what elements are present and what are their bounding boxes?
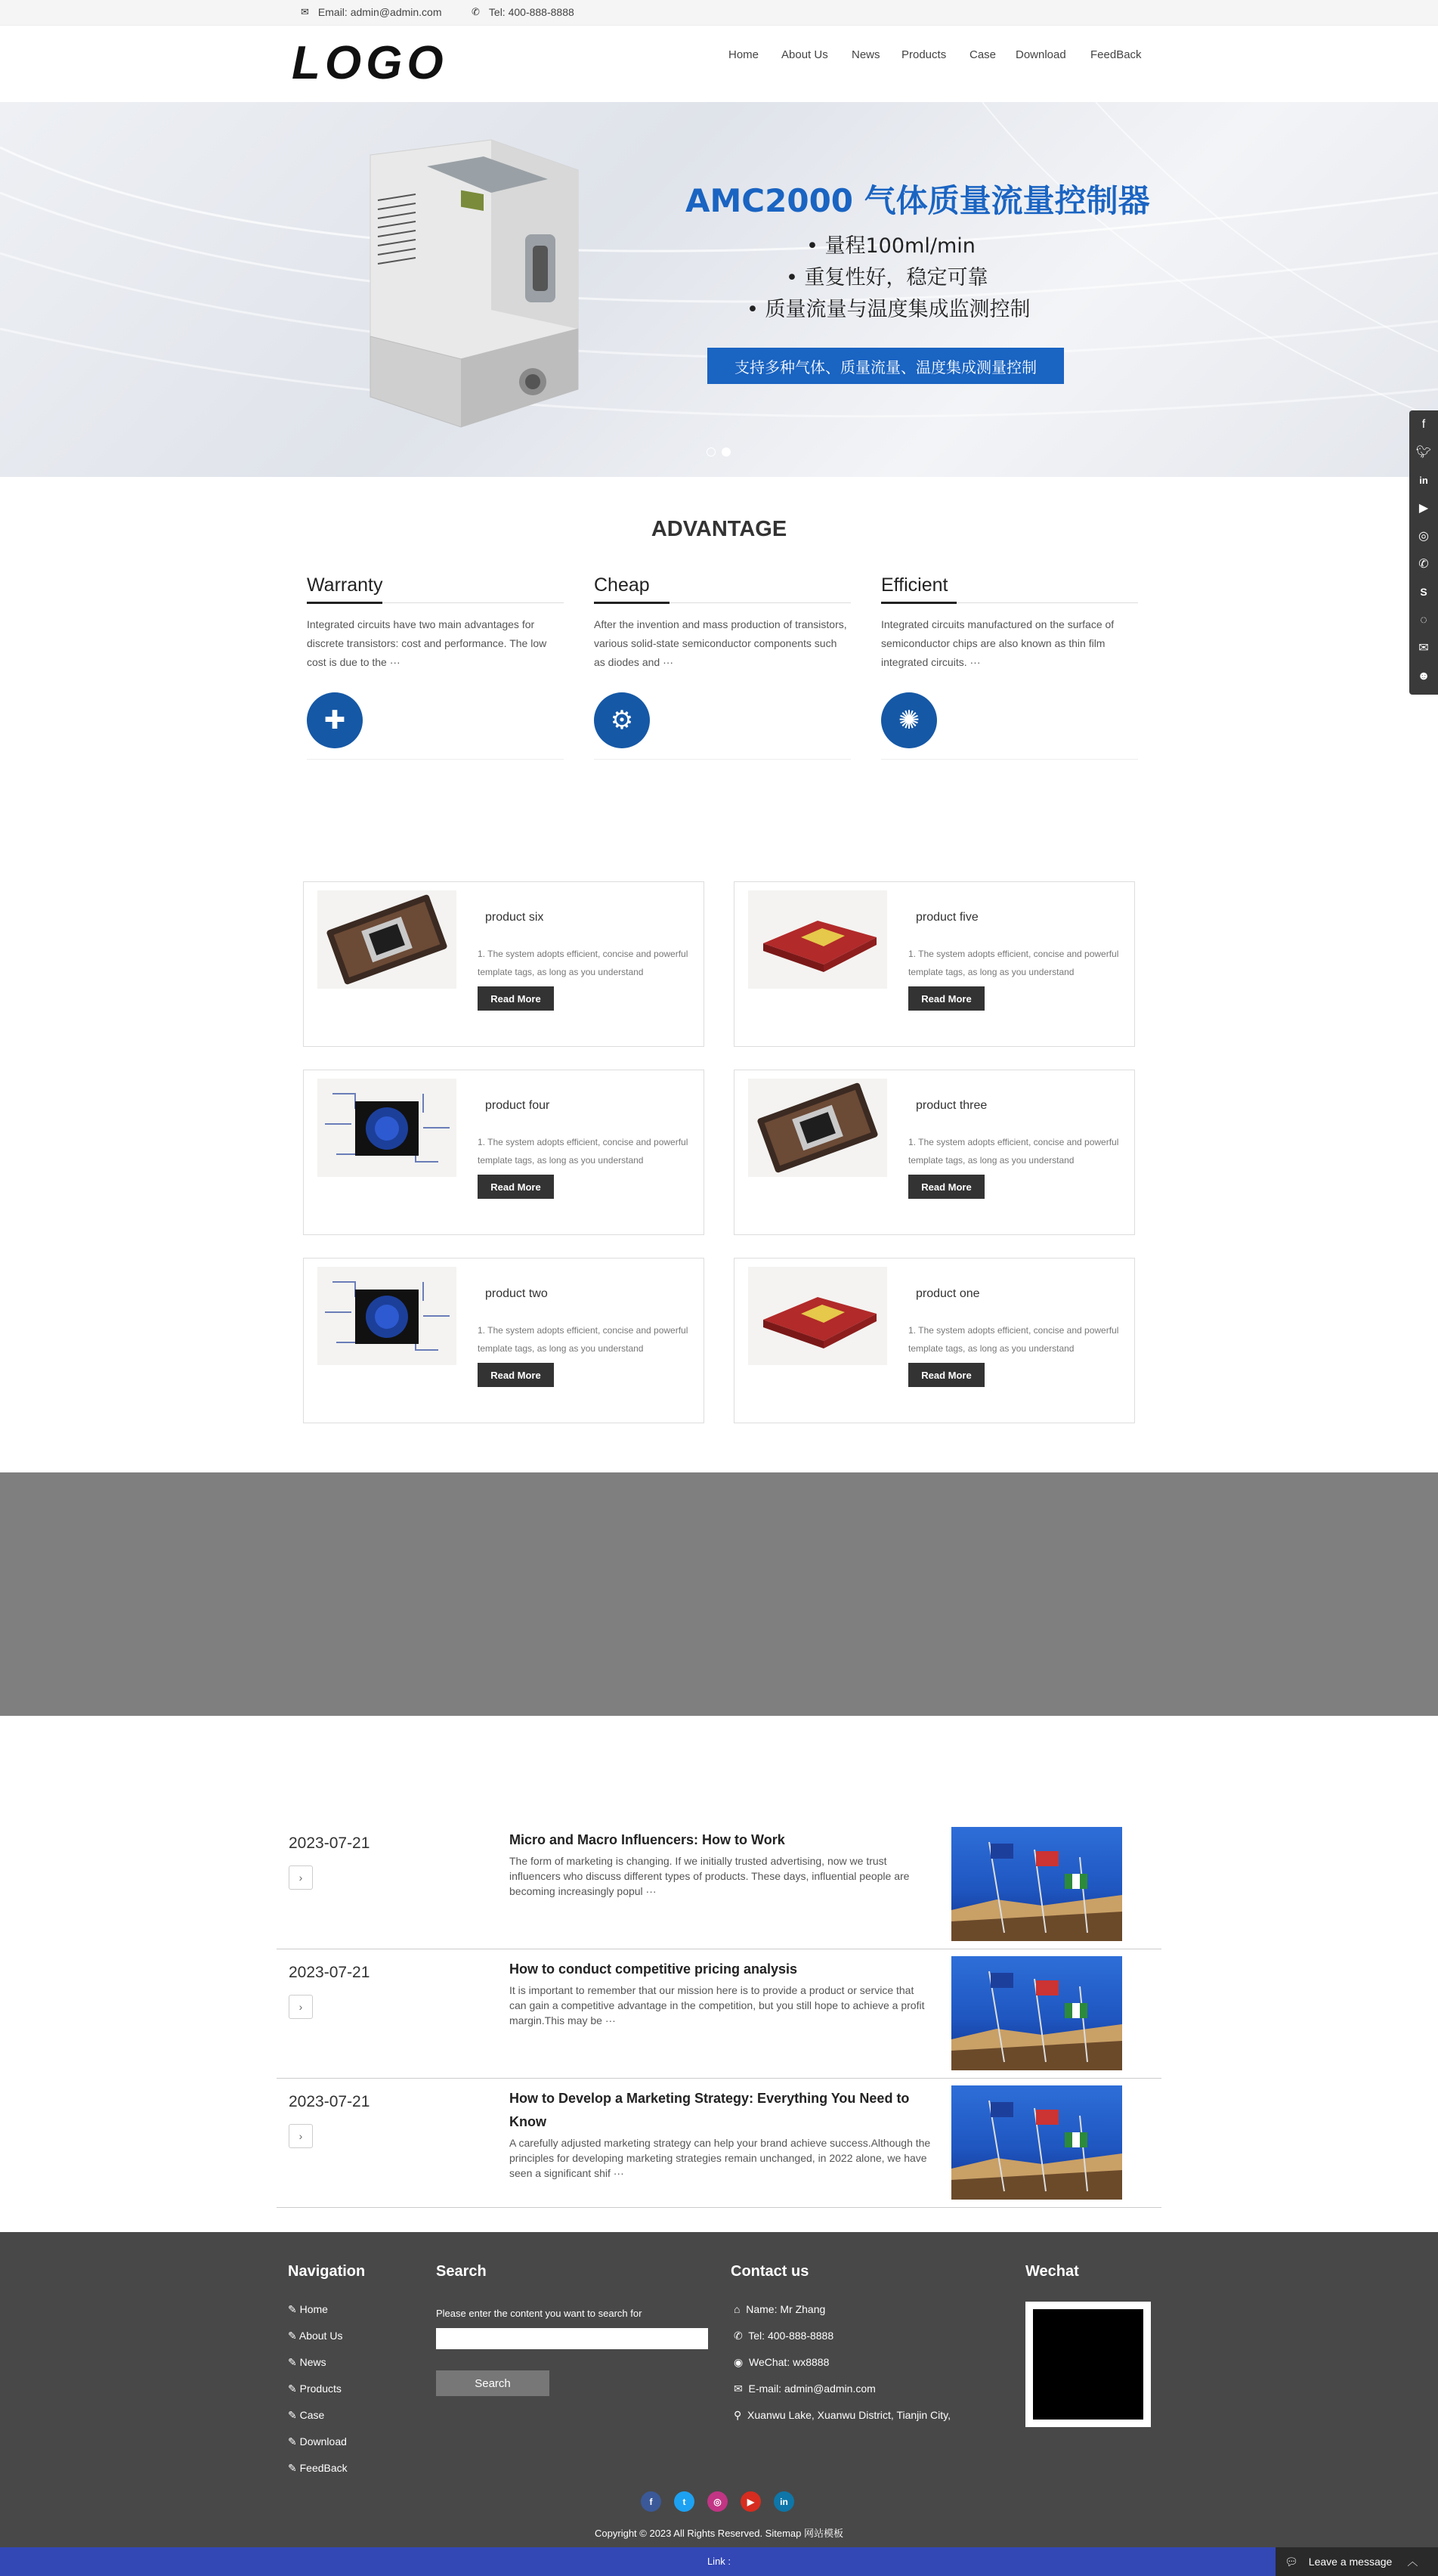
instagram-icon[interactable]: ◎ (1418, 530, 1429, 543)
product-desc: 1. The system adopts efficient, concise and powerful template tags, as long as you understand (478, 1325, 688, 1354)
footer-search-input[interactable] (436, 2328, 708, 2349)
footer-nav-case[interactable] (288, 2409, 324, 2422)
facebook-icon[interactable]: f (1421, 418, 1426, 431)
news-title[interactable]: Micro and Macro Influencers: How to Work (509, 1832, 785, 1847)
footer-nav-feedback[interactable] (288, 2462, 348, 2475)
top-bar (0, 0, 1438, 26)
top-email-text: Email: admin@admin.com (317, 6, 442, 18)
product-image[interactable] (317, 1079, 456, 1177)
youtube-icon[interactable]: ▶ (741, 2491, 761, 2512)
link-bar: Link : (0, 2547, 1438, 2576)
contact-tel-text: Tel: 400-888-8888 (748, 2330, 834, 2342)
link-icon: ✎ (288, 2409, 297, 2421)
footer-nav-label[interactable]: FeedBack (299, 2462, 348, 2474)
advantage-title: ADVANTAGE (651, 517, 787, 541)
product-card[interactable] (734, 1258, 1135, 1423)
contact-email-text: E-mail: admin@admin.com (748, 2382, 876, 2395)
phone-icon[interactable]: ✆ (1418, 558, 1429, 571)
footer-contact-title: Contact us (731, 2263, 809, 2280)
news-date: 2023-07-21 (289, 1964, 370, 1981)
news-image[interactable] (951, 1827, 1122, 1941)
location-icon: ⚲ (734, 2409, 742, 2421)
product-image[interactable] (317, 890, 456, 989)
slide-dot-2[interactable] (722, 447, 731, 457)
site-logo[interactable]: LOGO (292, 37, 448, 89)
youtube-icon[interactable]: ▶ (1418, 502, 1429, 515)
nav-products[interactable]: Products (901, 48, 947, 61)
chevron-up-icon[interactable]: ︿ (1407, 2556, 1418, 2568)
banner-line-2: • 重复性好，稳定可靠 (786, 266, 988, 289)
site-header (0, 26, 1438, 102)
contact-address-text: Xuanwu Lake, Xuanwu District, Tianjin City, (747, 2409, 951, 2421)
contact-email (734, 2382, 876, 2395)
leave-message-label: Leave a message (1308, 2556, 1393, 2568)
nav-case[interactable]: Case (969, 48, 997, 61)
bandage-icon: ✚ (307, 692, 363, 748)
advantage-heading: Efficient (881, 574, 1138, 603)
nav-download[interactable]: Download (1016, 48, 1066, 61)
phone-icon: ✆ (734, 2330, 743, 2342)
footer-nav-label[interactable]: About Us (298, 2330, 343, 2342)
advantage-heading: Warranty (307, 574, 564, 603)
footer-nav-products[interactable] (288, 2382, 342, 2395)
product-name[interactable]: product five (916, 911, 979, 924)
link-icon: ✎ (288, 2330, 297, 2342)
product-name[interactable]: product two (485, 1287, 548, 1300)
side-share-bar (1409, 410, 1438, 695)
linkedin-icon[interactable]: in (774, 2491, 794, 2512)
read-more-button[interactable]: Read More (478, 1175, 554, 1199)
top-phone (472, 6, 574, 18)
news-item[interactable] (277, 2079, 1161, 2208)
contact-wechat (734, 2356, 829, 2369)
product-desc: 1. The system adopts efficient, concise and powerful template tags, as long as you understand (908, 949, 1119, 977)
skype-icon[interactable]: S (1420, 586, 1427, 598)
gray-banner (0, 1472, 1438, 1716)
link-icon: ✎ (288, 2382, 297, 2395)
footer-nav-title: Navigation (288, 2263, 366, 2280)
product-image[interactable] (748, 890, 887, 989)
nav-home[interactable]: Home (728, 48, 759, 61)
chevron-right-icon[interactable]: › (289, 1995, 313, 2019)
read-more-button[interactable]: Read More (908, 986, 985, 1011)
news-date: 2023-07-21 (289, 1834, 370, 1852)
link-icon: ✎ (288, 2356, 297, 2368)
footer-nav-home[interactable] (288, 2303, 328, 2316)
footer-nav-label[interactable]: Case (299, 2409, 325, 2421)
footer-nav-label[interactable]: Download (299, 2435, 347, 2448)
nav-feedback[interactable]: FeedBack (1090, 48, 1142, 61)
product-card[interactable] (303, 881, 704, 1047)
contact-name-text: Name: Mr Zhang (746, 2303, 826, 2315)
top-email (301, 6, 442, 18)
facebook-icon[interactable]: f (641, 2491, 661, 2512)
flow-controller-image (355, 132, 605, 450)
gears-icon: ⚙ (594, 692, 650, 748)
footer-nav-label[interactable]: News (299, 2356, 326, 2368)
product-desc: 1. The system adopts efficient, concise and powerful template tags, as long as you understand (478, 1137, 688, 1166)
product-card[interactable] (303, 1070, 704, 1235)
product-desc: 1. The system adopts efficient, concise and powerful template tags, as long as you understand (478, 949, 688, 977)
news-title[interactable]: How to conduct competitive pricing analysis (509, 1961, 798, 1977)
chat-icon: 💬︎ (1285, 2555, 1298, 2568)
wechat-qr-code (1025, 2302, 1151, 2427)
news-image[interactable] (951, 1956, 1122, 2070)
contact-wechat-text: WeChat: wx8888 (749, 2356, 830, 2368)
product-card[interactable] (734, 1070, 1135, 1235)
advantage-cheap (594, 574, 851, 760)
link-icon: ✎ (288, 2303, 297, 2315)
banner-button[interactable]: 支持多种气体、质量流量、温度集成测量控制 (707, 348, 1064, 384)
news-summary: A carefully adjusted marketing strategy can help your brand achieve success.Although the principles for developing marketing strategies remain unchanged, in 2022 alone, we have seen a significant shif ··· (509, 2137, 931, 2179)
contact-tel (734, 2330, 833, 2342)
advantage-heading: Cheap (594, 574, 851, 603)
phone-icon: ✆ (472, 6, 480, 17)
banner-title: AMC2000 气体质量流量控制器 (685, 182, 1150, 219)
linkedin-icon[interactable]: in (1419, 475, 1428, 486)
news-summary: The form of marketing is changing. If we initially trusted advertising, now we trust influencers who discuss different types of products. These days, influential people are becoming increasingly popul ··· (509, 1855, 910, 1897)
news-image[interactable] (951, 2085, 1122, 2200)
product-image[interactable] (748, 1267, 887, 1365)
brain-icon: ✺ (881, 692, 937, 748)
footer-search-hint: Please enter the content you want to search for (436, 2308, 642, 2319)
news-item[interactable] (277, 1821, 1161, 1949)
qq-icon[interactable]: ☻ (1417, 670, 1430, 683)
news-summary: It is important to remember that our mission here is to provide a product or service that can gain a competitive advantage in the competition, but you still hope to achieve a profit margin.This may be ··· (509, 1984, 925, 2026)
footer-nav-about[interactable] (288, 2330, 342, 2342)
footer-search-title: Search (436, 2263, 487, 2280)
twitter-icon[interactable]: 🐦︎ (1415, 446, 1432, 459)
contact-address (734, 2409, 951, 2422)
product-image[interactable] (748, 1079, 887, 1177)
twitter-icon[interactable]: t (674, 2491, 694, 2512)
product-name[interactable]: product one (916, 1287, 980, 1300)
product-card[interactable] (303, 1258, 704, 1423)
product-desc: 1. The system adopts efficient, concise and powerful template tags, as long as you understand (908, 1325, 1119, 1354)
leave-message-button[interactable] (1276, 2547, 1438, 2576)
advantage-warranty (307, 574, 564, 760)
top-phone-text: Tel: 400-888-8888 (488, 6, 574, 18)
news-date: 2023-07-21 (289, 2093, 370, 2110)
whatsapp-icon[interactable]: ◌ (1420, 614, 1427, 627)
hero-banner[interactable] (0, 102, 1438, 477)
copyright: Copyright © 2023 All Rights Reserved. Sitemap 网站模板 (595, 2528, 843, 2539)
contact-name (734, 2303, 825, 2315)
banner-line-3: • 质量流量与温度集成监测控制 (747, 298, 1031, 321)
chevron-right-icon[interactable]: › (289, 1865, 313, 1890)
footer-nav-download[interactable] (288, 2435, 347, 2448)
read-more-button[interactable]: Read More (478, 986, 554, 1011)
nav-about[interactable]: About Us (781, 48, 828, 61)
product-image[interactable] (317, 1267, 456, 1365)
chevron-right-icon[interactable]: › (289, 2124, 313, 2148)
footer-wechat-title: Wechat (1025, 2263, 1079, 2280)
product-card[interactable] (734, 881, 1135, 1047)
footer-search-button[interactable]: Search (436, 2370, 549, 2396)
slide-dot-1[interactable] (707, 447, 716, 457)
product-name[interactable]: product six (485, 911, 544, 924)
mail-icon[interactable]: ✉ (1418, 642, 1429, 655)
footer-nav-label[interactable]: Home (299, 2303, 328, 2315)
news-item[interactable] (277, 1950, 1161, 2079)
home-icon: ⌂ (734, 2303, 741, 2315)
link-icon: ✎ (288, 2435, 297, 2448)
link-icon: ✎ (288, 2462, 297, 2474)
product-name[interactable]: product three (916, 1099, 988, 1112)
advantage-text: Integrated circuits manufactured on the surface of semiconductor chips are also known as thin film integrated circuits. ··· (881, 618, 1115, 668)
product-desc: 1. The system adopts efficient, concise and powerful template tags, as long as you understand (908, 1137, 1119, 1166)
site-footer (0, 2232, 1438, 2547)
footer-nav-label[interactable]: Products (299, 2382, 342, 2395)
instagram-icon[interactable]: ◎ (707, 2491, 728, 2512)
envelope-icon: ✉ (301, 6, 309, 17)
nav-news[interactable]: News (852, 48, 880, 61)
advantage-text: After the invention and mass production of transistors, various solid-state semiconductor components such as diodes and ··· (594, 618, 847, 668)
read-more-button[interactable]: Read More (478, 1363, 554, 1387)
advantage-text: Integrated circuits have two main advantages for discrete transistors: cost and performance. The low cost is due to the ··· (307, 618, 547, 668)
product-name[interactable]: product four (485, 1099, 550, 1112)
footer-nav-news[interactable] (288, 2356, 326, 2369)
banner-line-1: • 量程100ml/min (806, 234, 976, 258)
read-more-button[interactable]: Read More (908, 1175, 985, 1199)
read-more-button[interactable]: Read More (908, 1363, 985, 1387)
envelope-icon: ✉ (734, 2382, 743, 2395)
advantage-efficient (881, 574, 1138, 760)
news-title[interactable]: How to Develop a Marketing Strategy: Everything You Need to Know (509, 2091, 910, 2129)
banner-background (0, 102, 1438, 477)
wechat-icon: ◉ (734, 2356, 744, 2368)
